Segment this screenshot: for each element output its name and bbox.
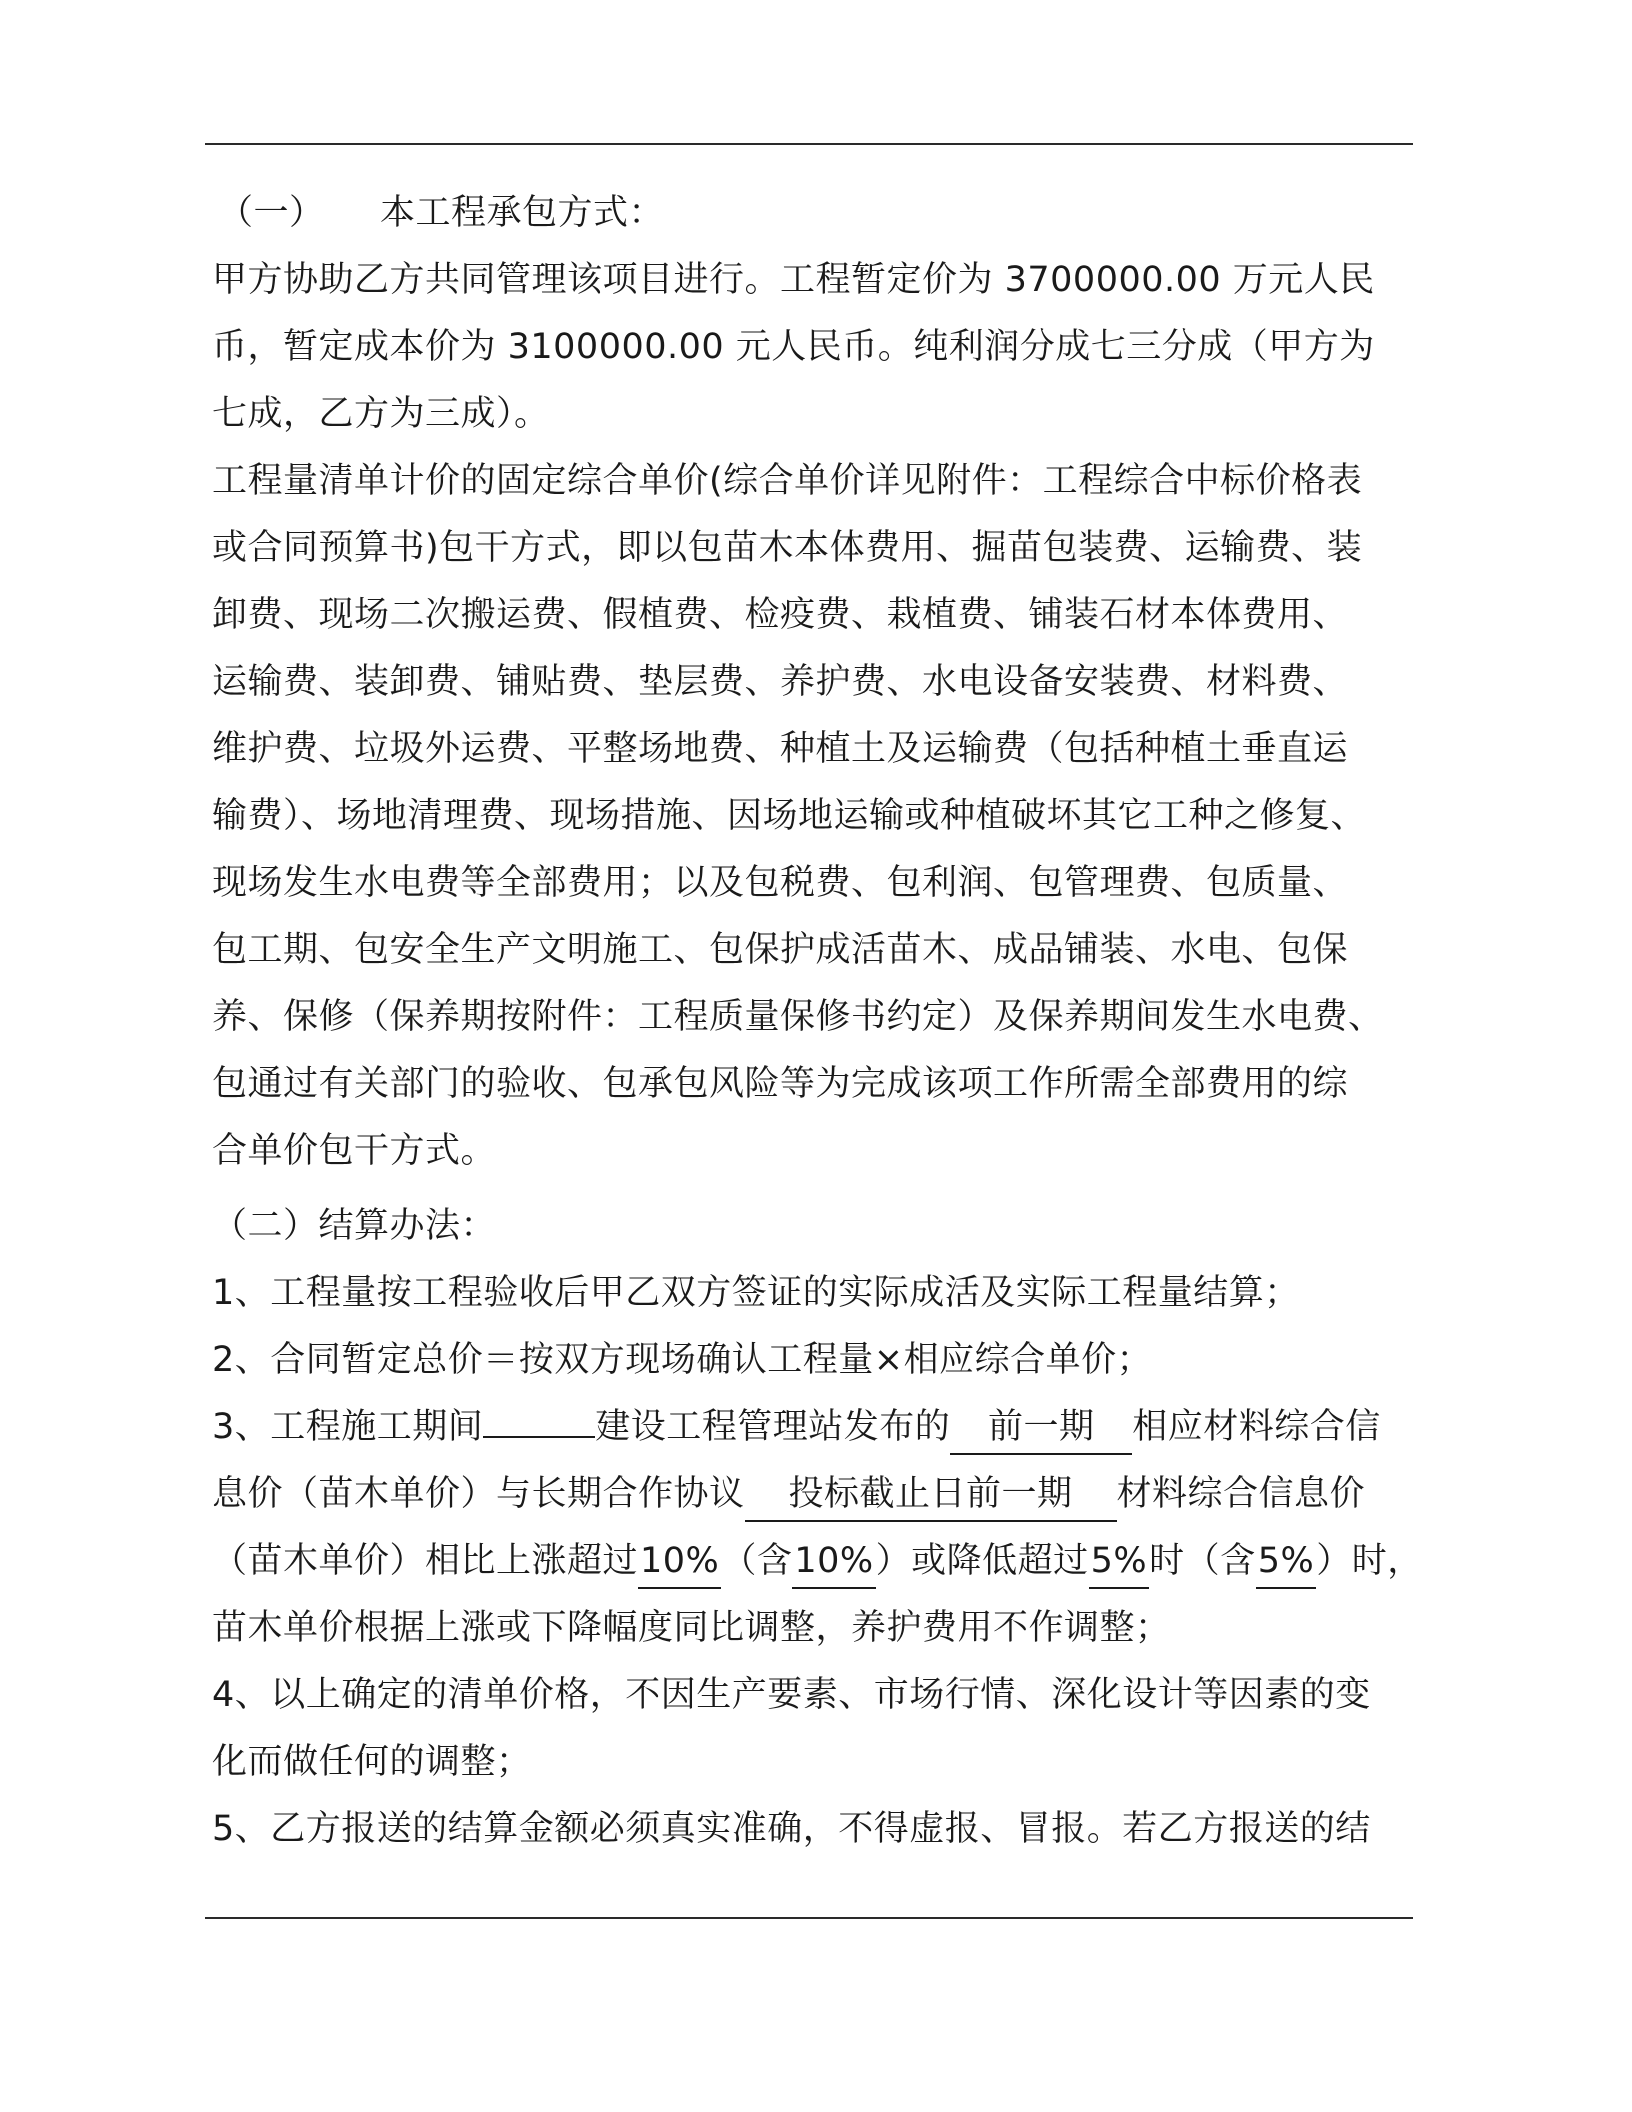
text-line: 包通过有关部门的验收、包承包风险等为完成该项工作所需全部费用的综 bbox=[212, 1064, 1349, 1104]
settlement-item-1: 1、工程量按工程验收后甲乙双方签证的实际成活及实际工程量结算； bbox=[212, 1273, 1300, 1313]
text-line: 包工期、包安全生产文明施工、包保护成活苗木、成品铺装、水电、包保 bbox=[212, 930, 1349, 970]
section-1-heading bbox=[212, 180, 1422, 247]
settlement-item-3 bbox=[212, 1394, 1422, 1662]
header-rule bbox=[205, 143, 1413, 145]
text-line: 4、以上确定的清单价格，不因生产要素、市场行情、深化设计等因素的变 bbox=[212, 1675, 1371, 1715]
settlement-item-2: 2、合同暂定总价＝按双方现场确认工程量×相应综合单价； bbox=[212, 1340, 1153, 1380]
text-line: 或合同预算书)包干方式，即以包苗木本体费用、掘苗包装费、运输费、装 bbox=[212, 528, 1363, 568]
text-line: 甲方协助乙方共同管理该项目进行。工程暂定价为 3700000.00 万元人民 bbox=[212, 260, 1375, 300]
section-1-title: 本工程承包方式： bbox=[380, 193, 665, 233]
text-line: 化而做任何的调整； bbox=[212, 1742, 532, 1782]
text-line: 输费）、场地清理费、现场措施、因场地运输或种植破坏其它工种之修复、 bbox=[212, 796, 1367, 836]
section-2-title: （二）结算办法： bbox=[212, 1206, 497, 1246]
text-line: 币，暂定成本价为 3100000.00 元人民币。纯利润分成七三分成（甲方为 bbox=[212, 327, 1375, 367]
text-line: 现场发生水电费等全部费用；以及包税费、包利润、包管理费、包质量、 bbox=[212, 863, 1349, 903]
text-line: （苗木单价）相比上涨超过10%（含10%）或降低超过5%时（含5%）时， bbox=[212, 1528, 1422, 1595]
text-line: 运输费、装卸费、铺贴费、垫层费、养护费、水电设备安装费、材料费、 bbox=[212, 662, 1349, 702]
settlement-item-5: 5、乙方报送的结算金额必须真实准确，不得虚报、冒报。若乙方报送的结 bbox=[212, 1809, 1371, 1849]
text-line: 工程量清单计价的固定综合单价(综合单价详见附件：工程综合中标价格表 bbox=[212, 461, 1363, 501]
blank-field bbox=[483, 1436, 595, 1438]
text-line: 卸费、现场二次搬运费、假植费、检疫费、栽植费、铺装石材本体费用、 bbox=[212, 595, 1349, 635]
section-1-paragraph-1 bbox=[212, 247, 1422, 448]
text-line: 七成，乙方为三成）。 bbox=[212, 394, 550, 434]
filled-field-percent: 10% bbox=[638, 1535, 721, 1589]
text-line: 合单价包干方式。 bbox=[212, 1131, 497, 1171]
text-line: 息价（苗木单价）与长期合作协议 投标截止日前一期 材料综合信息价 bbox=[212, 1461, 1422, 1528]
text-line: 养、保修（保养期按附件：工程质量保修书约定）及保养期间发生水电费、 bbox=[212, 997, 1384, 1037]
section-1-paragraph-2 bbox=[212, 448, 1422, 1185]
filled-field-percent: 5% bbox=[1089, 1535, 1150, 1589]
footer-rule bbox=[205, 1917, 1413, 1919]
settlement-item-4 bbox=[212, 1662, 1422, 1796]
filled-field-period: 前一期 bbox=[950, 1401, 1132, 1455]
filled-field-period: 投标截止日前一期 bbox=[745, 1468, 1117, 1522]
filled-field-percent: 5% bbox=[1256, 1535, 1317, 1589]
filled-field-percent: 10% bbox=[792, 1535, 875, 1589]
document-body bbox=[212, 180, 1422, 1863]
section-1-number: （一） bbox=[218, 193, 325, 233]
text-line: 维护费、垃圾外运费、平整场地费、种植土及运输费（包括种植土垂直运 bbox=[212, 729, 1349, 769]
text-line: 3、工程施工期间 建设工程管理站发布的 前一期 相应材料综合信 bbox=[212, 1394, 1422, 1461]
text-line: 苗木单价根据上涨或下降幅度同比调整，养护费用不作调整； bbox=[212, 1608, 1171, 1648]
